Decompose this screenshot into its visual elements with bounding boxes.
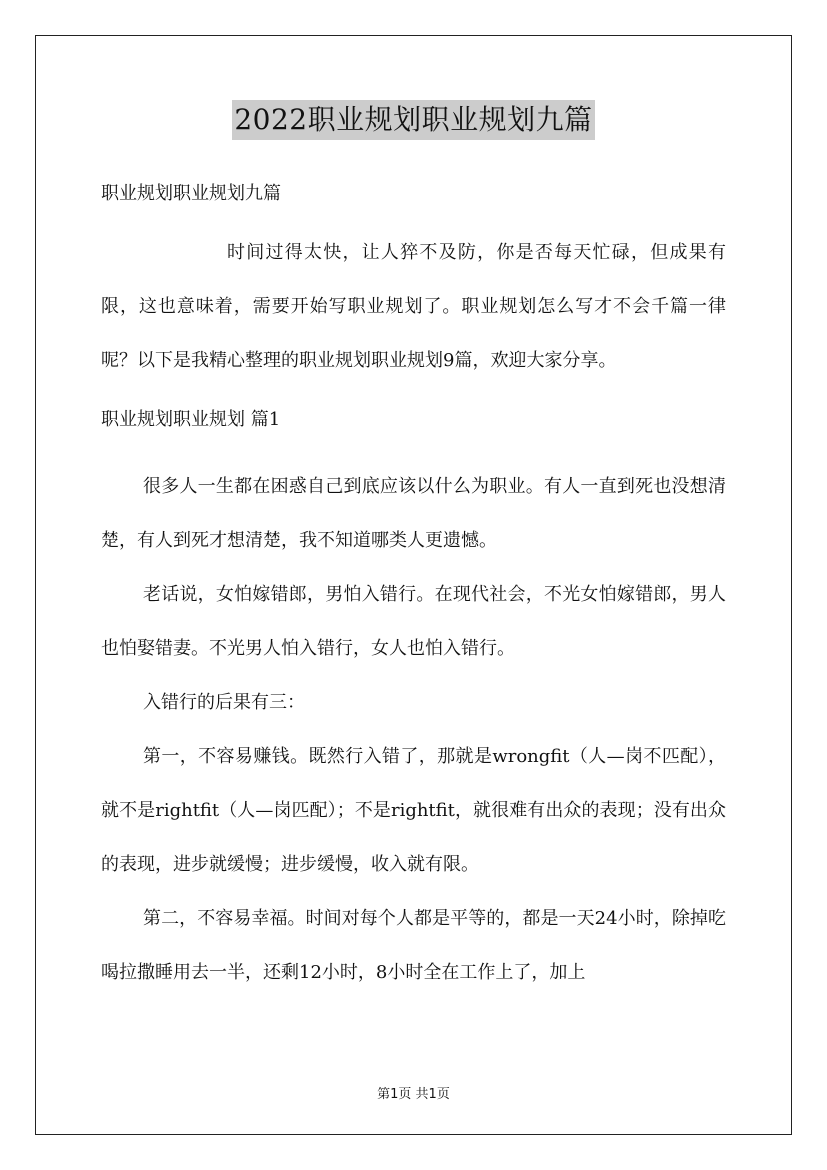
body-paragraph: 第一，不容易赚钱。既然行入错了，那就是wrongfit（人—岗不匹配），就不是rightfit（人—岗匹配）；不是rightfit，就很难有出众的表现；没有出众的表现，进步就缓慢；进步缓慢，收入就有限。 [101, 746, 726, 875]
document-body [101, 172, 726, 1000]
body-paragraph: 很多人一生都在困惑自己到底应该以什么为职业。有人一直到死也没想清楚，有人到死才想清楚，我不知道哪类人更遗憾。 [101, 476, 726, 551]
intro-paragraph: 时间过得太快，让人猝不及防，你是否每天忙碌，但成果有限，这也意味着，需要开始写职业规划了。职业规划怎么写才不会千篇一律呢？以下是我精心整理的职业规划职业规划9篇，欢迎大家分享。 [101, 242, 726, 371]
page-footer: 第1页 共1页 [377, 1087, 450, 1102]
body-paragraph: 第二，不容易幸福。时间对每个人都是平等的，都是一天24小时，除掉吃喝拉撒睡用去一半，还剩12小时，8小时全在工作上了，加上 [101, 908, 726, 983]
document-title: 2022职业规划职业规划九篇 [232, 100, 594, 140]
body-paragraph: 入错行的后果有三： [143, 692, 305, 713]
body-paragraph: 老话说，女怕嫁错郎，男怕入错行。在现代社会，不光女怕嫁错郎，男人也怕娶错妻。不光男人怕入错行，女人也怕入错行。 [101, 584, 726, 659]
section-heading: 职业规划职业规划 篇1 [101, 409, 281, 430]
title-container [0, 100, 827, 140]
document-subtitle: 职业规划职业规划九篇 [101, 183, 281, 204]
